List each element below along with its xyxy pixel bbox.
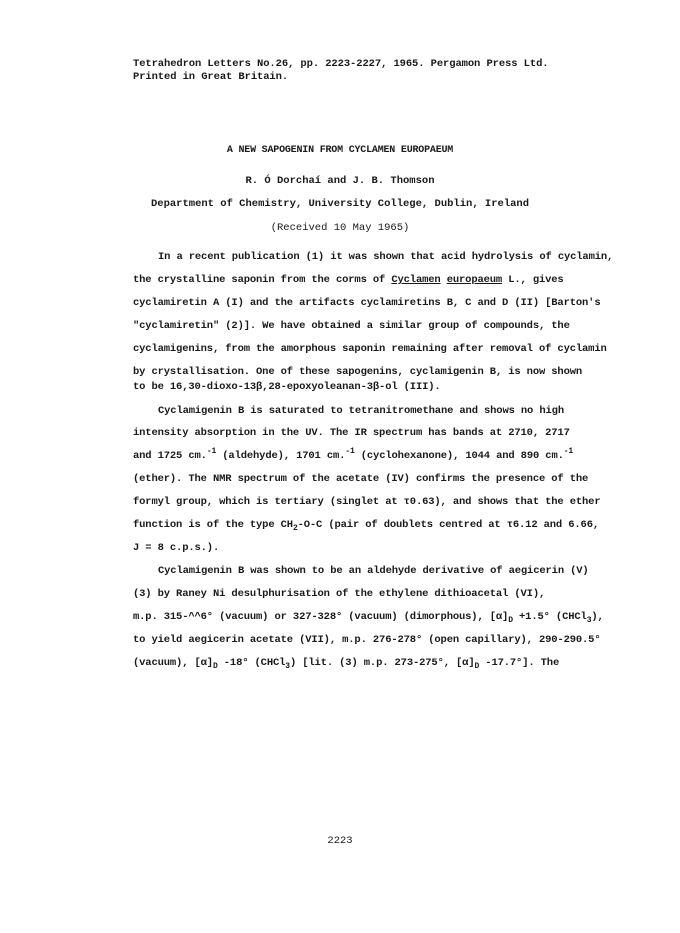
genus-name: Cyclamen [391, 274, 441, 286]
body-line: J = 8 c.p.s.). [133, 542, 220, 554]
body-line: by crystallisation. One of these sapogenins, cyclamigenin B, is now shown [133, 366, 583, 378]
body-line: m.p. 315-^^6° (vacuum) or 327-328° (vacuum) (dimorphous), $[\alpha]_D +1.5^\circ$ (CHCl$_3$), [133, 611, 604, 625]
body-line: formyl group, which is tertiary (singlet at τ0.63), and shows that the ether [133, 496, 601, 508]
body-line: (3) by Raney Ni desulphurisation of the ethylene dithioacetal (VI), [133, 588, 546, 600]
page-number: 2223 [327, 835, 353, 847]
received-date: (Received 10 May 1965) [270, 222, 410, 234]
body-line: (ether). The NMR spectrum of the acetate (IV) confirms the presence of the [133, 473, 589, 485]
affiliation: Department of Chemistry, University College, Dublin, Ireland [150, 198, 530, 210]
authors: R. Ó Dorchaí and J. B. Thomson [245, 175, 435, 187]
journal-citation: Tetrahedron Letters No.26, pp. 2223-2227, 1965. Pergamon Press Ltd. [133, 58, 549, 70]
body-line: and 1725 cm.$^{-1}$ (aldehyde), 1701 cm.$^{-1}$ (cyclohexanone), 1044 and 890 cm.$^{-1}$ [133, 447, 574, 462]
body-line: cyclamigenins, from the amorphous saponin remaining after removal of cyclamin [133, 343, 607, 355]
body-line: to yield aegicerin acetate (VII), m.p. 276-278° (open capillary), 290-290.5° [133, 634, 601, 646]
article-title: A NEW SAPOGENIN FROM CYCLAMEN EUROPAEUM [226, 145, 454, 156]
body-line: "cyclamiretin" (2)]. We have obtained a similar group of compounds, the [133, 320, 570, 332]
body-line: the crystalline saponin from the corms of Cyclamen europaeum L., gives [133, 274, 564, 286]
body-line: to be 16,30-dioxo-13β,28-epoxyoleanan-3β-ol (III). [133, 381, 441, 393]
species-name: europaeum [446, 274, 503, 286]
body-line: cyclamiretin A (I) and the artifacts cyclamiretins B, C and D (II) [Barton's [133, 297, 601, 309]
body-line: (vacuum), $[\alpha]_D$ -18° (CHCl$_3$) [lit. (3) m.p. 273-275°, $[\alpha]_D$ -17.7°]. The [133, 657, 560, 671]
printed-in: Printed in Great Britain. [133, 71, 289, 83]
body-line: Cyclamigenin B was shown to be an aldehyde derivative of aegicerin (V) [158, 565, 589, 577]
body-line: intensity absorption in the UV. The IR spectrum has bands at 2710, 2717 [133, 427, 570, 439]
body-line: Cyclamigenin B is saturated to tetranitromethane and shows no high [158, 405, 564, 417]
body-line: function is of the type $CH_2-O-C$ (pair of doublets centred at τ6.12 and 6.66, [133, 519, 599, 533]
body-line: In a recent publication (1) it was shown that acid hydrolysis of cyclamin, [158, 251, 614, 263]
